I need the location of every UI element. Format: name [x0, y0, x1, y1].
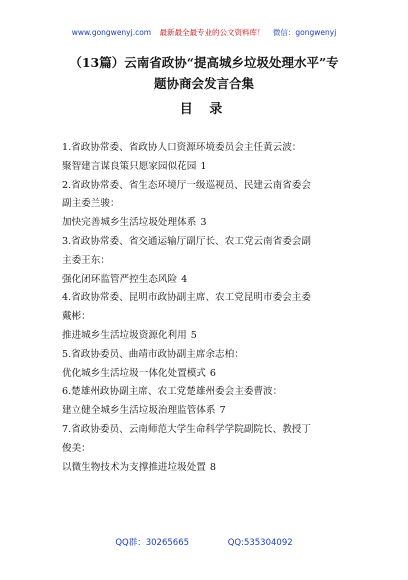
- qq-group: QQ群：30265665: [115, 538, 190, 548]
- toc-line-text: 6.楚雄州政协副主席、农工党楚雄州委会主委曹波：: [62, 386, 283, 398]
- toc-line-text: 建立健全城乡生活垃圾治理监管体系: [62, 405, 216, 417]
- toc-line-text: 加快完善城乡生活垃圾处理体系: [62, 217, 197, 229]
- toc-line-text: 主委王东：: [62, 254, 110, 266]
- toc-line-text: 1.省政协常委、省政协人口资源环境委员会主任黄云波：: [62, 142, 302, 153]
- toc-line: [62, 459, 362, 478]
- toc-line: [62, 421, 362, 440]
- toc-line-text: 3.省政协常委、省交通运输厅副厅长、农工党云南省委会副: [62, 235, 311, 247]
- toc-page-number: 3: [200, 217, 207, 229]
- wechat-id: 微信：gongwenyj: [272, 28, 337, 37]
- toc-line: [62, 440, 362, 459]
- toc-page-number: 5: [190, 329, 197, 341]
- site-slogan: 最新最全最专业的公文资料库！: [159, 28, 265, 37]
- toc-line: [62, 252, 362, 271]
- toc-line: [62, 139, 362, 158]
- toc-line: [62, 177, 362, 196]
- toc-line: [62, 346, 362, 365]
- document-title: [40, 52, 368, 94]
- toc-line: [62, 158, 362, 177]
- toc-line: [62, 383, 362, 402]
- toc-page-number: 6: [209, 367, 217, 379]
- table-of-contents: [62, 139, 362, 477]
- title-line-2: 题协商会发言合集: [153, 76, 254, 91]
- toc-line: [62, 233, 362, 252]
- toc-line: [62, 308, 362, 327]
- toc-line: [62, 327, 362, 346]
- toc-line: [62, 271, 362, 290]
- toc-line-text: 7.省政协委员、云南师范大学生命科学学院副院长、教授丁: [62, 423, 311, 435]
- toc-line-text: 以微生物技术为支撑推进垃圾处置: [62, 461, 206, 473]
- toc-line-text: 聚智建言谋良策只愿家园似花园: [62, 160, 197, 172]
- page-header: [0, 28, 408, 38]
- toc-line: [62, 289, 362, 308]
- toc-line-text: 4.省政协常委、昆明市政协副主席、农工党昆明市委会主委: [62, 292, 311, 304]
- toc-line-text: 推进城乡生活垃圾资源化利用: [62, 329, 187, 341]
- page-footer: [0, 536, 408, 548]
- toc-page-number: 7: [219, 405, 226, 417]
- toc-line-text: 副主委兰骏：: [62, 198, 120, 210]
- site-url[interactable]: www.gongwenyj.com: [71, 28, 152, 37]
- toc-line-text: 强化闭环监管严控生态风险: [62, 273, 178, 285]
- toc-page-number: 1: [200, 160, 207, 172]
- toc-page-number: 8: [209, 461, 217, 473]
- toc-line-text: 5.省政协委员、曲靖市政协副主席余志柏：: [62, 348, 244, 360]
- toc-line: [62, 402, 362, 421]
- qq-number: QQ:535304092: [227, 538, 293, 548]
- toc-line-text: 优化城乡生活垃圾一体化处置模式: [62, 367, 206, 379]
- title-line-1: （13篇）云南省政协“提高城乡垃圾处理水平”专: [69, 55, 339, 70]
- toc-line-text: 2.省政协常委、省生态环境厅一级巡视员、民建云南省委会: [62, 179, 311, 191]
- toc-line: [62, 365, 362, 384]
- toc-line-text: 俊美：: [62, 442, 91, 454]
- toc-line: [62, 214, 362, 233]
- toc-page-number: 4: [181, 273, 188, 285]
- toc-heading: 目 录: [179, 102, 229, 117]
- toc-line: [62, 195, 362, 214]
- toc-line-text: 戴彬：: [62, 311, 91, 323]
